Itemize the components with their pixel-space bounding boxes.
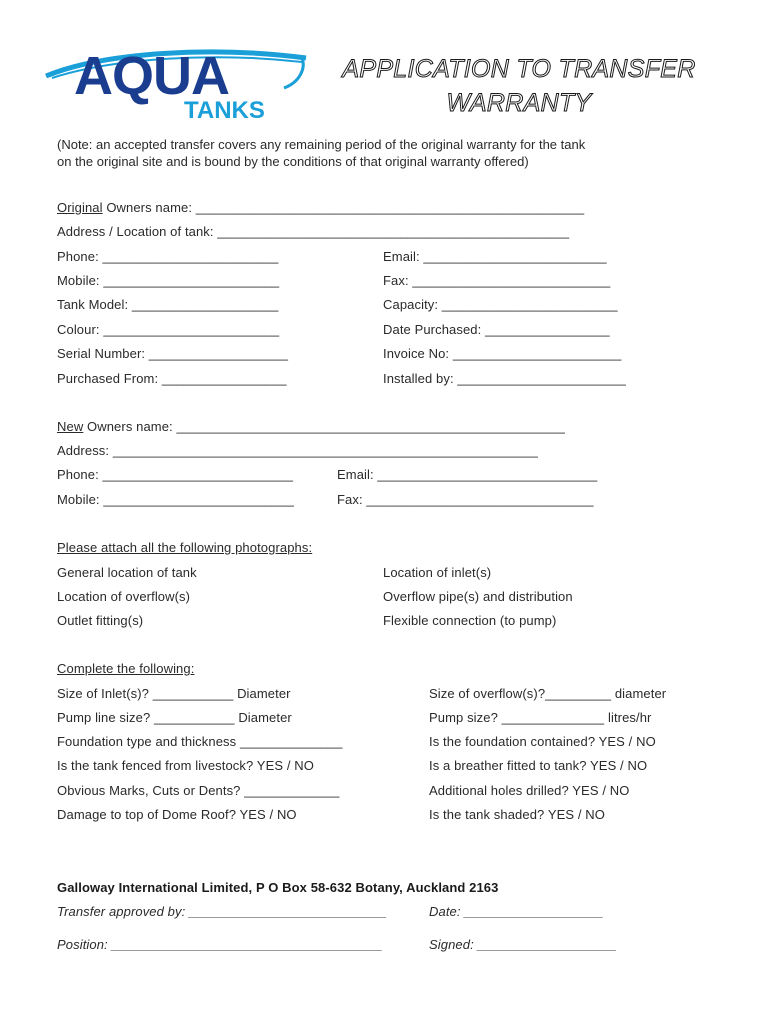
invoice-no-field[interactable]: Invoice No: _______________________	[383, 346, 622, 361]
dome-roof-field[interactable]: Damage to top of Dome Roof? YES / NO	[57, 807, 297, 822]
photo-item: Location of overflow(s)	[57, 589, 191, 604]
purchased-from-field[interactable]: Purchased From: _________________	[57, 371, 287, 386]
foundation-type-field[interactable]: Foundation type and thickness ______________	[57, 734, 343, 749]
original-owner-name-field[interactable]	[57, 200, 584, 215]
new-address-field[interactable]: Address: __________________________________________________________	[57, 443, 538, 458]
aqua-tanks-logo	[44, 38, 314, 124]
installed-by-field[interactable]: Installed by: _______________________	[383, 371, 626, 386]
pump-line-size-field[interactable]: Pump line size? ___________ Diameter	[57, 710, 292, 725]
capacity-field[interactable]: Capacity: ________________________	[383, 297, 618, 312]
photo-item: Location of inlet(s)	[383, 565, 492, 580]
photo-item: Outlet fitting(s)	[57, 613, 144, 628]
foundation-contained-field[interactable]: Is the foundation contained? YES / NO	[429, 734, 656, 749]
new-owner-name-text: Owners name: _____________________________________________________	[83, 419, 565, 434]
new-fax-field[interactable]: Fax: _______________________________	[337, 492, 594, 507]
original-owner-name-text: Owners name: _____________________________________________________	[102, 200, 585, 215]
new-phone-field[interactable]: Phone: __________________________	[57, 467, 294, 482]
marks-field[interactable]: Obvious Marks, Cuts or Dents? _____________	[57, 783, 340, 798]
position-field[interactable]: Position: _____________________________________	[57, 937, 383, 952]
transfer-approved-field[interactable]: Transfer approved by: ___________________________	[57, 904, 387, 919]
original-email-field[interactable]: Email: _________________________	[383, 249, 607, 264]
photo-item: Overflow pipe(s) and distribution	[383, 589, 573, 604]
colour-field[interactable]: Colour: ________________________	[57, 322, 280, 337]
original-label: Original	[57, 200, 103, 215]
title-line-2: WARRANTY	[446, 89, 592, 117]
date-purchased-field[interactable]: Date Purchased: _________________	[383, 322, 610, 337]
svg-text:AQUA: AQUA	[74, 46, 229, 106]
fenced-field[interactable]: Is the tank fenced from livestock? YES / NO	[57, 758, 314, 773]
form-title	[318, 52, 720, 120]
original-phone-field[interactable]: Phone: ________________________	[57, 249, 279, 264]
approval-date-field[interactable]: Date: ___________________	[429, 904, 604, 919]
note-line-1: (Note: an accepted transfer covers any remaining period of the original warranty for the tank	[57, 137, 586, 152]
inlet-size-field[interactable]: Size of Inlet(s)? ___________ Diameter	[57, 686, 291, 701]
holes-drilled-field[interactable]: Additional holes drilled? YES / NO	[429, 783, 630, 798]
tank-shaded-field[interactable]: Is the tank shaded? YES / NO	[429, 807, 605, 822]
svg-text:TANKS: TANKS	[184, 97, 265, 124]
title-line-1: APPLICATION TO TRANSFER	[342, 55, 696, 83]
original-fax-field[interactable]: Fax: ___________________________	[383, 273, 611, 288]
photos-heading: Please attach all the following photographs:	[57, 540, 313, 555]
company-address: Galloway International Limited, P O Box 58-632 Botany, Auckland 2163	[57, 880, 499, 895]
photo-item: Flexible connection (to pump)	[383, 613, 557, 628]
tank-model-field[interactable]: Tank Model: ____________________	[57, 297, 279, 312]
new-mobile-field[interactable]: Mobile: __________________________	[57, 492, 294, 507]
pump-size-field[interactable]: Pump size? ______________ litres/hr	[429, 710, 652, 725]
complete-heading: Complete the following:	[57, 661, 195, 676]
new-email-field[interactable]: Email: ______________________________	[337, 467, 598, 482]
original-mobile-field[interactable]: Mobile: ________________________	[57, 273, 280, 288]
note-line-2: on the original site and is bound by the conditions of that original warranty offered)	[57, 154, 529, 169]
overflow-size-field[interactable]: Size of overflow(s)?_________ diameter	[429, 686, 667, 701]
new-label: New	[57, 419, 84, 434]
signed-field[interactable]: Signed: ___________________	[429, 937, 617, 952]
photo-item: General location of tank	[57, 565, 197, 580]
original-address-field[interactable]: Address / Location of tank: ________________________________________________	[57, 224, 570, 239]
breather-field[interactable]: Is a breather fitted to tank? YES / NO	[429, 758, 648, 773]
serial-number-field[interactable]: Serial Number: ___________________	[57, 346, 289, 361]
new-owner-name-field[interactable]	[57, 419, 565, 434]
